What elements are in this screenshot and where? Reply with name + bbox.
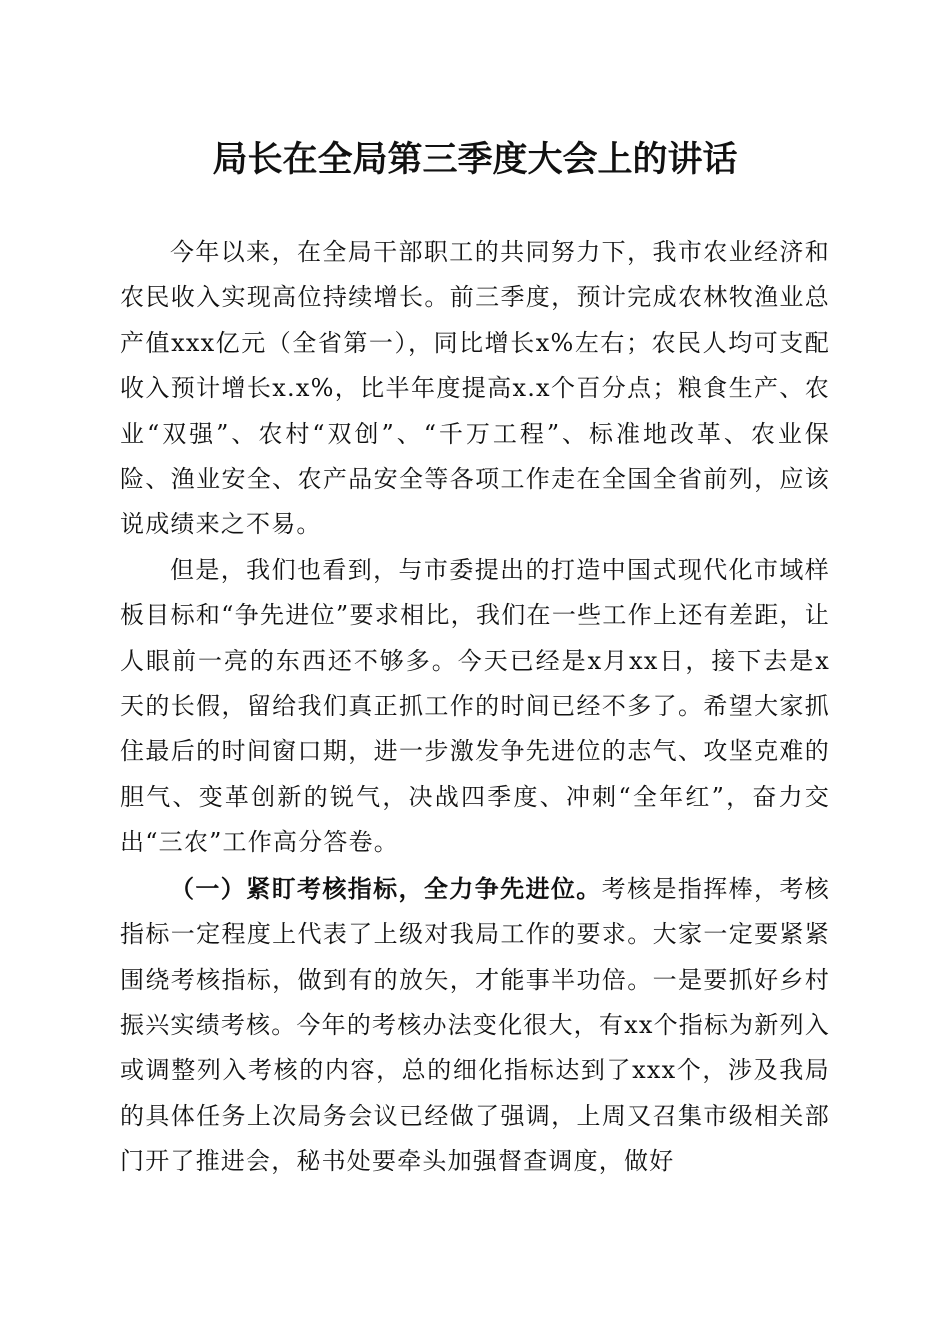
section-heading: （一）紧盯考核指标，全力争先进位。 — [170, 873, 602, 903]
paragraph-2 — [120, 548, 830, 866]
paragraph-1 — [120, 230, 830, 548]
document-title: 局长在全局第三季度大会上的讲话 — [212, 139, 738, 180]
paragraph-3 — [120, 866, 830, 1185]
paragraph-1-text: 今年以来，在全局干部职工的共同努力下，我市农业经济和农民收入实现高位持续增长。前三季度，预计完成农林牧渔业总产值xxx亿元（全省第一），同比增长x%左右；农民人均可支配收入预计增长x.x%，比半年度提高x.x个百分点；粮食生产、农业“双强”、农村“双创”、“千万工程”、标准地改革、农业保险、渔业安全、农产品安全等各项工作走在全国全省前列，应该说成绩来之不易。 — [120, 238, 830, 539]
paragraph-3-text: 考核是指挥棒，考核指标一定程度上代表了上级对我局工作的要求。大家一定要紧紧围绕考核指标，做到有的放矢，才能事半功倍。一是要抓好乡村振兴实绩考核。今年的考核办法变化很大，有xx个指标为新列入或调整列入考核的内容，总的细化指标达到了xxx个，涉及我局的具体任务上次局务会议已经做了强调，上周又召集市级相关部门开了推进会，秘书处要牵头加强督查调度，做好 — [120, 874, 830, 1176]
paragraph-2-text: 但是，我们也看到，与市委提出的打造中国式现代化市域样板目标和“争先进位”要求相比，我们在一些工作上还有差距，让人眼前一亮的东西还不够多。今天已经是x月xx日，接下去是x天的长假，留给我们真正抓工作的时间已经不多了。希望大家抓住最后的时间窗口期，进一步激发争先进位的志气、攻坚克难的胆气、变革创新的锐气，决战四季度、冲刺“全年红”，奋力交出“三农”工作高分答卷。 — [120, 555, 830, 857]
document-body — [120, 230, 830, 1185]
